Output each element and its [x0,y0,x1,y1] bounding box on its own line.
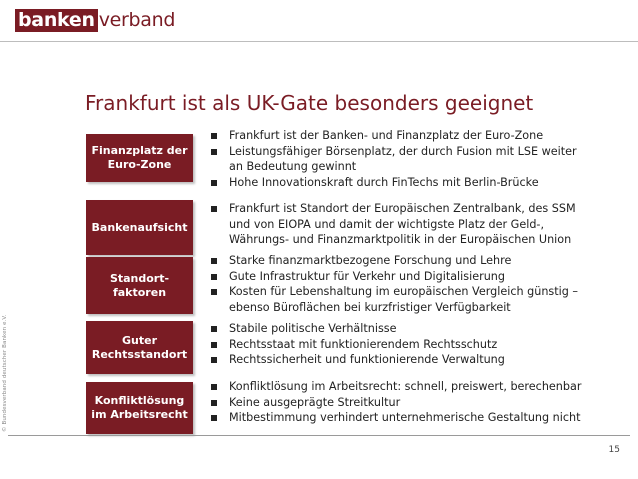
bullet-item [209,337,629,353]
bullet-square-icon [211,326,217,332]
bullet-list [209,253,629,315]
row-label: Bankenaufsicht [91,220,188,234]
bullet-text: Keine ausgeprägte Streitkultur [229,395,401,409]
bullet-list [209,379,629,426]
header-divider [0,41,638,42]
bullet-text: Kosten für Lebenshaltung im europäischen Vergleich günstig – [229,285,578,298]
bullet-text: Starke finanzmarktbezogene Forschung und Lehre [229,254,512,267]
row-label-box [86,382,193,434]
row-label: Finanzplatz der Euro-Zone [91,144,188,171]
row-label-box [86,134,193,182]
row-label: Standort- faktoren [109,271,170,299]
bankenverband-logo [15,8,175,32]
page-number: 15 [608,445,620,455]
bullet-square-icon [211,180,217,186]
bullet-text: Konfliktlösung im Arbeitsrecht: schnell, preiswert, berechenbar [229,380,582,393]
bullet-list [209,128,629,190]
bullet-list [209,201,629,248]
bullet-item [209,352,629,368]
bullet-item [209,253,629,269]
bullet-item [209,128,629,144]
bullet-text: ebenso Büroflächen bei kurzfristiger Verfügbarkeit [229,300,511,314]
bullet-item [209,410,629,426]
bullet-text: Leistungsfähiger Börsenplatz, der durch Fusion mit LSE weiter [229,144,577,158]
bullet-text: Frankfurt ist Standort der Europäischen Zentralbank, des SSM [229,202,576,215]
row-label-box [86,257,193,314]
row-label: Konfliktlösung im Arbeitsrecht [91,394,188,421]
bullet-square-icon [211,133,217,139]
row-label: Guter Rechtsstandort [91,333,188,361]
bullet-square-icon [211,149,217,155]
slide-title: Frankfurt ist als UK-Gate besonders geeignet [85,91,534,115]
bullet-square-icon [211,400,217,406]
bullet-square-icon [211,274,217,280]
bullet-item [209,269,629,285]
bullet-square-icon [211,206,217,212]
bullet-square-icon [211,415,217,421]
bullet-text: Hohe Innovationskraft durch FinTechs mit Berlin-Brücke [229,175,539,189]
copyright-note: © Bundesverband deutscher Banken e.V. [2,314,8,432]
bullet-text: Währungs- und Finanzmarktpolitik in der Europäischen Union [229,233,572,246]
bullet-square-icon [211,357,217,363]
bullet-item [209,175,629,191]
row-label-box [86,321,193,374]
bullet-text: Mitbestimmung verhindert unternehmerische Gestaltung nicht [229,411,581,424]
bullet-square-icon [211,342,217,348]
bullet-item [209,395,629,411]
bullet-item [209,284,629,315]
bullet-text: Frankfurt ist der Banken- und Finanzplatz der Euro-Zone [229,129,544,142]
row-label-box [86,200,193,255]
bullet-text: und von EIOPA und damit der wichtigste Platz der Geld-, [229,217,545,231]
logo-mark: banken [15,9,98,32]
bullet-item [209,379,629,395]
bullet-text: an Bedeutung gewinnt [229,160,357,173]
bullet-list [209,321,629,368]
bullet-square-icon [211,258,217,264]
bullet-text: Stabile politische Verhältnisse [229,322,397,335]
bullet-item [209,201,629,248]
bullet-text: Rechtsstaat mit funktionierendem Rechtsschutz [229,337,498,351]
footer-divider [8,435,630,436]
bullet-text: Rechtssicherheit und funktionierende Verwaltung [229,353,505,366]
bullet-square-icon [211,384,217,390]
bullet-text: Gute Infrastruktur für Verkehr und Digitalisierung [229,269,505,283]
logo-text: verband [98,9,176,31]
bullet-item [209,144,629,175]
bullet-square-icon [211,289,217,295]
bullet-item [209,321,629,337]
